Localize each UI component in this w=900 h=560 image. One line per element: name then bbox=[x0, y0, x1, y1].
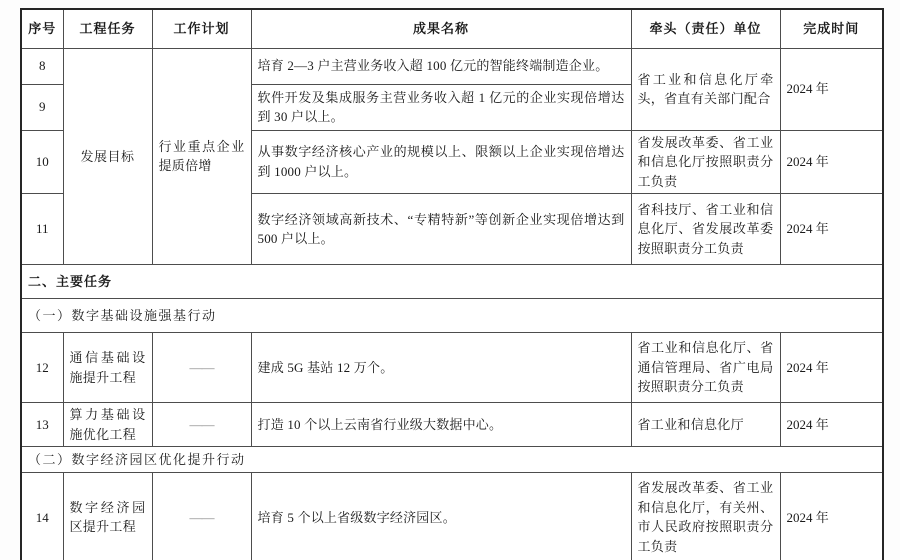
cell-unit-14: 省发展改革委、省工业和信息化厅，有关州、市人民政府按照职责分工负责 bbox=[631, 473, 780, 560]
cell-no-12: 12 bbox=[21, 333, 63, 403]
cell-time-8-9: 2024 年 bbox=[780, 48, 883, 130]
cell-plan-12: —— bbox=[152, 333, 251, 403]
table-row-13 bbox=[21, 403, 883, 447]
cell-no-14: 14 bbox=[21, 473, 63, 560]
cell-unit-13: 省工业和信息化厅 bbox=[631, 403, 780, 447]
cell-time-12: 2024 年 bbox=[780, 333, 883, 403]
cell-result-8: 培育 2—3 户主营业务收入超 100 亿元的智能终端制造企业。 bbox=[251, 48, 631, 84]
section-row-main-tasks bbox=[21, 265, 883, 299]
cell-unit-11: 省科技厅、省工业和信息化厅、省发展改革委按照职责分工负责 bbox=[631, 194, 780, 265]
cell-plan-13: —— bbox=[152, 403, 251, 447]
cell-plan-8-11: 行业重点企业提质倍增 bbox=[152, 48, 251, 265]
cell-result-13: 打造 10 个以上云南省行业级大数据中心。 bbox=[251, 403, 631, 447]
cell-no-8: 8 bbox=[21, 48, 63, 84]
section-title-sub2: （二）数字经济园区优化提升行动 bbox=[21, 447, 883, 473]
cell-unit-12: 省工业和信息化厅、省通信管理局、省广电局按照职责分工负责 bbox=[631, 333, 780, 403]
task-table bbox=[20, 8, 884, 560]
cell-time-11: 2024 年 bbox=[780, 194, 883, 265]
cell-unit-10: 省发展改革委、省工业和信息化厅按照职责分工负责 bbox=[631, 130, 780, 194]
header-col-no: 序号 bbox=[21, 9, 63, 48]
cell-task-14: 数字经济园区提升工程 bbox=[63, 473, 152, 560]
section-row-sub1 bbox=[21, 299, 883, 333]
cell-time-13: 2024 年 bbox=[780, 403, 883, 447]
section-title-main-tasks: 二、主要任务 bbox=[21, 265, 883, 299]
header-col-time: 完成时间 bbox=[780, 9, 883, 48]
cell-time-10: 2024 年 bbox=[780, 130, 883, 194]
cell-no-13: 13 bbox=[21, 403, 63, 447]
cell-result-14: 培育 5 个以上省级数字经济园区。 bbox=[251, 473, 631, 560]
table-row-8 bbox=[21, 48, 883, 84]
cell-no-9: 9 bbox=[21, 84, 63, 130]
cell-result-9: 软件开发及集成服务主营业务收入超 1 亿元的企业实现倍增达到 30 户以上。 bbox=[251, 84, 631, 130]
cell-plan-14: —— bbox=[152, 473, 251, 560]
table-row-14 bbox=[21, 473, 883, 560]
table-row-12 bbox=[21, 333, 883, 403]
header-col-unit: 牵头（责任）单位 bbox=[631, 9, 780, 48]
cell-time-14: 2024 年 bbox=[780, 473, 883, 560]
cell-result-11: 数字经济领域高新技术、“专精特新”等创新企业实现倍增达到 500 户以上。 bbox=[251, 194, 631, 265]
cell-task-13: 算力基础设施优化工程 bbox=[63, 403, 152, 447]
header-col-result: 成果名称 bbox=[251, 9, 631, 48]
cell-result-10: 从事数字经济核心产业的规模以上、限额以上企业实现倍增达到 1000 户以上。 bbox=[251, 130, 631, 194]
cell-task-8-11: 发展目标 bbox=[63, 48, 152, 265]
header-col-plan: 工作计划 bbox=[152, 9, 251, 48]
cell-no-10: 10 bbox=[21, 130, 63, 194]
cell-result-12: 建成 5G 基站 12 万个。 bbox=[251, 333, 631, 403]
header-col-task: 工程任务 bbox=[63, 9, 152, 48]
cell-task-12: 通信基础设施提升工程 bbox=[63, 333, 152, 403]
section-row-sub2 bbox=[21, 447, 883, 473]
cell-unit-8-9: 省工业和信息化厅牵头，省直有关部门配合 bbox=[631, 48, 780, 130]
table-header-row bbox=[21, 9, 883, 48]
section-title-sub1: （一）数字基础设施强基行动 bbox=[21, 299, 883, 333]
cell-no-11: 11 bbox=[21, 194, 63, 265]
